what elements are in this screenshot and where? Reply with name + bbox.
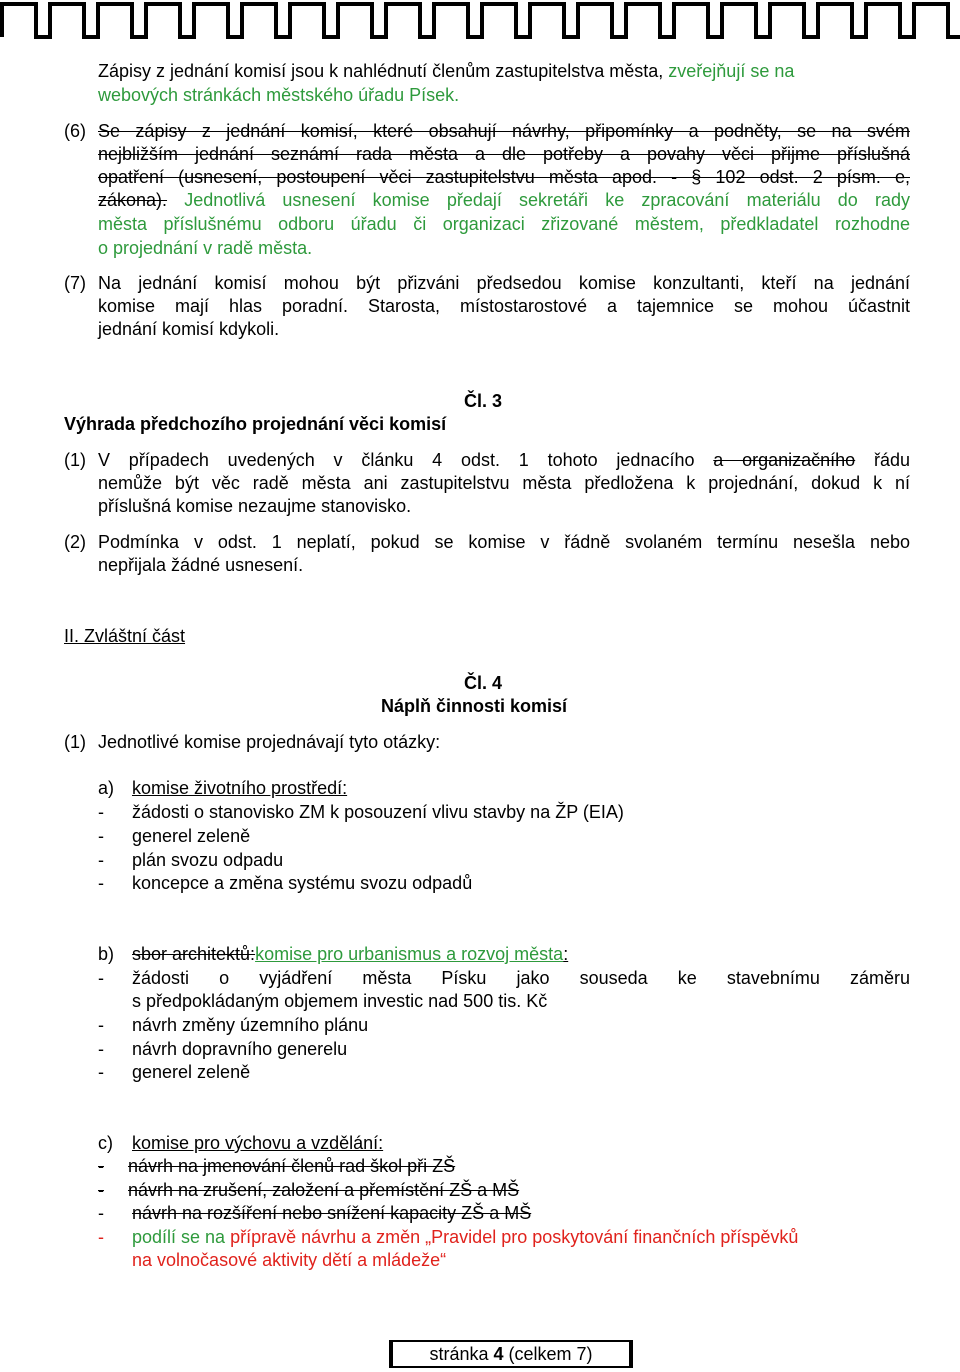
p6-line-1: Se zápisy z jednání komisí, které obsahují návrhy, připomínky a podněty, se na svém [98,121,910,141]
p7-line-1: Na jednání komisí mohou být přizváni předsedou komise konzultanti, kteří na jednání [98,273,910,293]
c-struck-item: návrh na rozšíření nebo snížení kapacity ZŠ a MŠ [132,1203,532,1223]
a-item: žádosti o stanovisko ZM k posouzení vlivu stavby na ŽP (EIA) [132,802,624,822]
c-struck-item: - návrh na zrušení, založení a přemístění ZŠ a MŠ [98,1180,520,1200]
b-dash: - [98,968,104,988]
c-dash: - [98,1203,104,1223]
c-new-item-line-1: podílí se na přípravě návrhu a změn „Pravidel pro poskytování finančních příspěvků [132,1227,799,1247]
cl4-heading: Čl. 4 [464,673,503,693]
b-dash: - [98,1015,104,1035]
cl3-p1-line-2: nemůže být věc radě města ani zastupitelstvu města předložena k projednání, dokud k ní [98,473,910,493]
page-number-footer: stránka 4 (celkem 7) [389,1340,633,1368]
item-b-label: b) [98,944,115,964]
intro-line-1: Zápisy z jednání komisí jsou k nahlédnutí členům zastupitelstva města, zveřejňují se na [98,61,795,81]
b-dash: - [98,1062,104,1082]
a-dash: - [98,873,104,893]
cl4-intro-number: (1) [64,732,86,752]
item-b-title: sbor architektů:komise pro urbanismus a rozvoj města: [132,944,569,964]
item-a-title: komise životního prostředí: [132,778,348,798]
c-dash-new: - [98,1227,104,1247]
b-item: generel zeleně [132,1062,251,1082]
header-wave-border [0,0,960,44]
p6-line-5: města příslušnému odboru úřadu či organizaci zřizované městem, předkladatel rozhodne [98,214,910,234]
cl3-p2-number: (2) [64,532,86,552]
intro-line-2: webových stránkách městského úřadu Písek. [98,85,460,105]
p6-line-4: zákona). Jednotlivá usnesení komise předají sekretáři ke zpracování materiálu do rady [98,190,910,210]
a-dash: - [98,826,104,846]
p6-line-6: o projednání v radě města. [98,238,313,258]
item-a-label: a) [98,778,115,798]
p6-number: (6) [64,121,86,141]
b-item: návrh změny územního plánu [132,1015,369,1035]
cl3-p1-line-3: příslušná komise nezaujme stanovisko. [98,496,412,516]
p7-line-2: komise mají hlas poradní. Starosta, místostarostové a tajemnice se mohou účastnit [98,296,910,316]
item-c-label: c) [98,1133,113,1153]
a-item: generel zeleně [132,826,251,846]
p7-line-3: jednání komisí kdykoli. [98,319,280,339]
p6-line-2: nejbližším jednání seznámí rada města a dle potřeby a povahy věci přijme příslušná [98,144,910,164]
a-dash: - [98,802,104,822]
item-c-title: komise pro výchovu a vzdělání: [132,1133,384,1153]
b-item-1-line-1: žádosti o vyjádření města Písku jako souseda ke stavebnímu záměru [132,968,910,988]
cl4-intro: Jednotlivé komise projednávají tyto otázky: [98,732,441,752]
p7-number: (7) [64,273,86,293]
cl3-p1-number: (1) [64,450,86,470]
part2-title: II. Zvláštní část [64,626,186,646]
b-dash: - [98,1039,104,1059]
a-item: koncepce a změna systému svozu odpadů [132,873,473,893]
cl3-heading: Čl. 3 [464,391,503,411]
cl3-title: Výhrada předchozího projednání věci komisí [64,414,447,434]
b-item-1-line-2: s předpokládaným objemem investic nad 500 tis. Kč [132,991,548,1011]
a-dash: - [98,850,104,870]
cl3-p2-line-1: Podmínka v odst. 1 neplatí, pokud se komise v řádně svolaném termínu nesešla nebo [98,532,910,552]
a-item: plán svozu odpadu [132,850,284,870]
p6-line-3: opatření (usnesení, postoupení věci zastupitelstvu města apod. - § 102 odst. 2 písm. e, [98,167,910,187]
c-struck-item: - návrh na jmenování členů rad škol při ZŠ [98,1156,456,1176]
cl3-p2-line-2: nepřijala žádné usnesení. [98,555,304,575]
cl3-p1-line-1: V případech uvedených v článku 4 odst. 1 tohoto jednacího a organizačního řádu [98,450,910,470]
c-new-item-line-2: na volnočasové aktivity dětí a mládeže“ [132,1250,447,1270]
cl4-title: Náplň činnosti komisí [381,696,568,716]
b-item: návrh dopravního generelu [132,1039,348,1059]
